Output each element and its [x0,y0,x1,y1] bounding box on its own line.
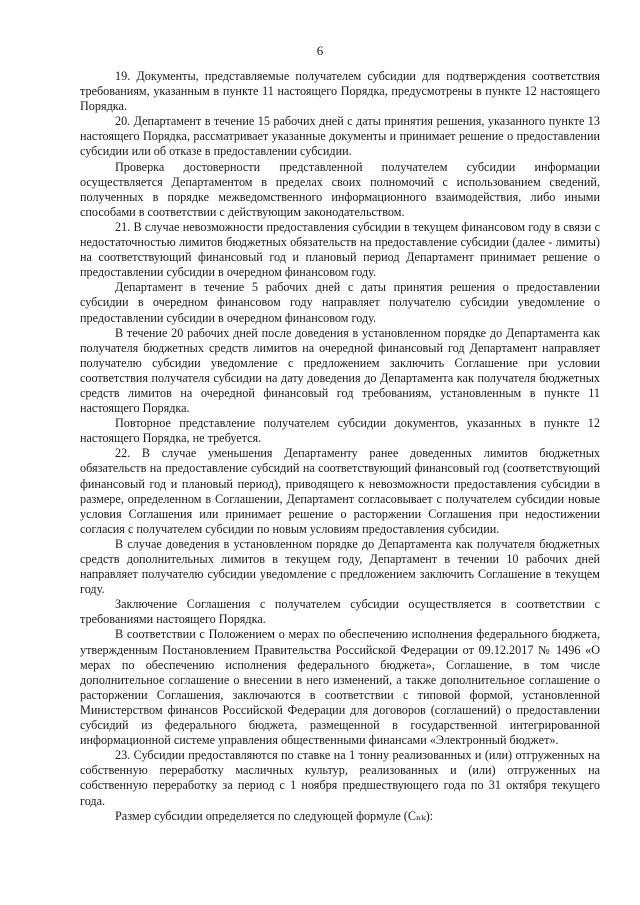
paragraph-twenty-days: В течение 20 рабочих дней после доведения в установленном порядке до Департамента как получателя бюджетных средств лимитов на очередной финансовый год Департамент направляет получателю субсидии уведомление с предложением заключить Соглашение при условии соответствия получателя субсидии на дату доведения до Департамента как получателя бюджетных средств лимитов на очередной финансовый год требованиям, установленным в пункте 11 настоящего Порядка. [80,325,600,416]
paragraph-additional-limits: В случае доведения в установленном порядке до Департамента как получателя бюджетных средств дополнительных лимитов в текущем году, Департамент в течении 10 рабочих дней направляет получателю субсидии уведомление с предложением заключить Соглашение в текущем году. [80,536,600,597]
paragraph-23: 23. Субсидии предоставляются по ставке на 1 тонну реализованных и (или) отгруженных на собственную переработку масличных культур, реализованных и (или) отгруженных на собственную переработку за период с 1 ноября предшествующего года по 31 октября текущего года. [80,748,600,808]
paragraph-agreement-conclusion: Заключение Соглашения с получателем субсидии осуществляется в соответствии с требованиями настоящего Порядка. [80,597,600,627]
page-number: 6 [316,43,324,58]
paragraph-repeat-submission: Повторное представление получателем субсидии документов, указанных в пункте 12 настоящего Порядка, не требуется. [80,416,600,446]
paragraph-22: 22. В случае уменьшения Департаменту ранее доведенных лимитов бюджетных обязательств на предоставление субсидий на соответствующий финансовый год (соответствующий финансовый год и плановый период), приводящего к невозможности предоставления субсидии в размере, определенном в Соглашении, Департамент согласовывает с получателем субсидии новые условия Соглашения или принимает решение о расторжении Соглашения при недостижении согласия с получателем субсидии по новым условиям предоставления субсидии. [80,446,600,536]
paragraph-regulation: В соответствии с Положением о мерах по обеспечению исполнения федерального бюджета, утвержденным Постановлением Правительства Российской Федерации от 09.12.2017 № 1496 «О мерах по обеспечению исполнения федерального бюджета», Соглашение, в том числе дополнительное соглашение о внесении в него изменений, а также дополнительное соглашение о расторжении Соглашения, заключаются в соответствии с типовой формой, установленной Министерством финансов Российской Федерации для договоров (соглашений) о предоставлении субсидий из федерального бюджета, размещенной в государственной интегрированной информационной системе управления общественными финансами «Электронный бюджет». [80,627,600,748]
document-body [80,69,600,824]
paragraph-notification: Департамент в течение 5 рабочих дней с даты принятия решения о предоставлении субсидии в очередном финансовом году направляет получателю субсидии уведомление о предоставлении субсидии в очередном финансовом году. [80,280,600,325]
paragraph-20: 20. Департамент в течение 15 рабочих дней с даты принятия решения, указанного пункте 13 настоящего Порядка, рассматривает указанные документы и принимает решение о предоставлении субсидии или об отказе в предоставлении субсидии. [80,114,600,159]
paragraph-21: 21. В случае невозможности предоставления субсидии в текущем финансовом году в связи с недостаточностью лимитов бюджетных обязательств на предоставление субсидии (далее - лимиты) на соответствующий финансовый год и плановый период Департамент принимает решение о предоставлении субсидии в очередном финансовом году. [80,219,600,280]
paragraph-19: 19. Документы, представляемые получателем субсидии для подтверждения соответствия требованиям, указанным в пункте 11 настоящего Порядка, предусмотрены в пункте 12 настоящего Порядка. [80,69,600,114]
paragraph-verification: Проверка достоверности представленной получателем субсидии информации осуществляется Департаментом в пределах своих полномочий с использованием сведений, полученных в порядке межведомственного информационного взаимодействия, либо иными способами в соответствии с действующим законодательством. [80,159,600,219]
paragraph-formula-intro: Размер субсидии определяется по следующей формуле (Cₙₖ): [115,808,434,823]
